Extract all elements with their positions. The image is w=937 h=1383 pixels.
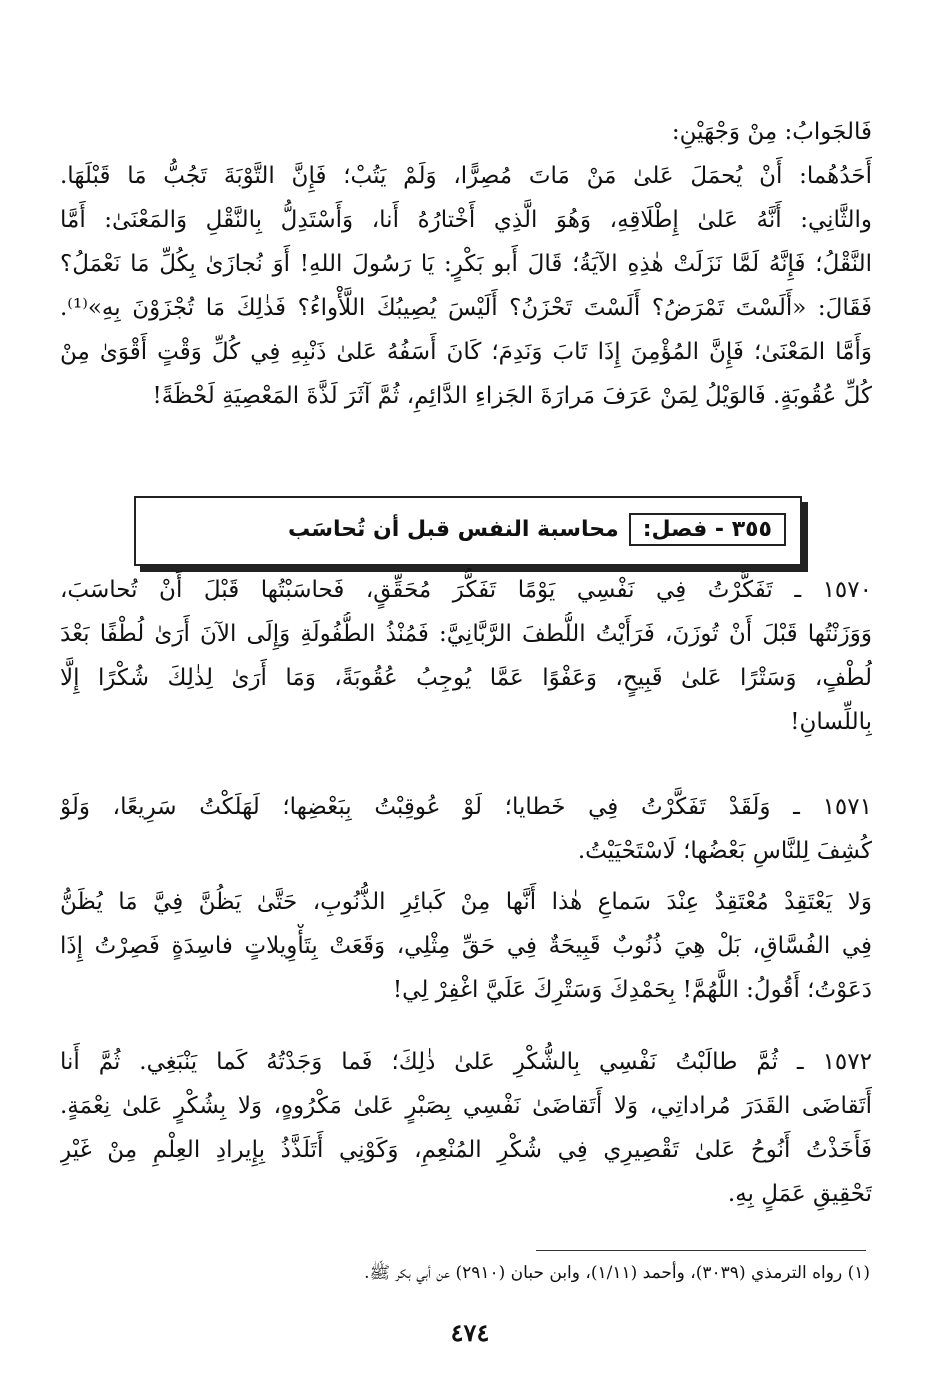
section-heading bbox=[288, 506, 786, 552]
text-line: ١٥٧١ ـ وَلَقَدْ تَفَكَّرْتُ فِي خَطايا؛ لَوْ عُوقِبْتُ بِبَعْضِها؛ لَهَلَكْتُ سَرِيعًا، وَلَوْ bbox=[60, 794, 872, 820]
text-line: ١٥٧٠ ـ تَفَكَّرْتُ فِي نَفْسِي يَوْمًا تَفَكُّرَ مُحَقِّقٍ، فَحاسَبْتُها قَبْلَ أَنْ تُحاسَبَ، bbox=[60, 577, 872, 603]
text-line: ١٥٧٢ ـ ثُمَّ طالَبْتُ نَفْسِي بِالشُّكْرِ عَلىٰ ذٰلِكَ؛ فَما وَجَدْتُهُ كَما يَنْبَغِي. ثُمَّ أَنا bbox=[60, 1049, 872, 1075]
text-line: كُلِّ عُقُوبَةٍ. فَالوَيْلُ لِمَنْ عَرَفَ مَرارَةَ الجَزاءِ الدَّائِمِ، ثُمَّ آثَرَ لَذَّةَ المَعْصِيَةِ لَحْظَةً! bbox=[152, 383, 872, 409]
text-line: دَعَوْتُ؛ أَقُولُ: اللَّهُمَّ! بِحَمْدِكَ وَسَتْرِكَ عَلَيَّ اغْفِرْ لِي! bbox=[392, 977, 872, 1003]
paragraph-answer bbox=[60, 110, 872, 418]
section-title: محاسبة النفس قبل أن تُحاسَب bbox=[288, 516, 619, 542]
text-line: فَأَخَذْتُ أَنُوحُ عَلىٰ تَقْصِيرِي فِي شُكْرِ المُنْعِمِ، وَكَوْنِي أَتَلَذَّذُ بِإِيرادِ العِلْمِ مِنْ غَيْرِ bbox=[60, 1137, 872, 1163]
text-line: وَأَمَّا المَعْنَىٰ؛ فَإِنَّ المُؤْمِنَ إِذَا تَابَ وَنَدِمَ؛ كَانَ أَسَفُهُ عَلىٰ ذَنْبِهِ فِي كُلِّ وَقْتٍ أَقْوَىٰ مِنْ bbox=[60, 339, 872, 365]
text-line: النَّقْلُ؛ فَإِنَّهُ لَمَّا نَزَلَتْ هٰذِهِ الآيَةُ؛ قَالَ أَبو بَكْرٍ: يَا رَسُولَ اللهِ! أَوَ نُجازَىٰ بِكُلِّ مَا نَعْمَلُ؟ bbox=[60, 251, 872, 277]
text-line: لُطْفٍ، وَسَتْرًا عَلىٰ قَبِيحٍ، وَعَفْوًا عَمَّا يُوجِبُ عُقُوبَةً، وَمَا أَرَىٰ لِذٰلِكَ شُكْرًا إِلَّا bbox=[60, 665, 872, 691]
text-line: كُشِفَ لِلنَّاسِ بَعْضُها؛ لَاسْتَحْيَيْتُ. bbox=[577, 838, 872, 864]
paragraph-1570 bbox=[60, 568, 872, 744]
text-line: وَوَزَنْتُها قَبْلَ أَنْ تُوزَنَ، فَرَأَيْتُ اللُّطفَ الرَّبَّانِيَّ: فَمُنْذُ الطُّفُولَةِ وَإِلَى الآنَ أَرَىٰ لُطْفًا بَعْدَ bbox=[60, 621, 872, 647]
text-line: فَقَالَ: «أَلَسْتَ تَمْرَضُ؟ أَلَسْتَ تَحْزَنُ؟ أَلَيْسَ يُصِيبُكَ اللَّأْواءُ؟ فَذٰلِكَ مَا تُجْزَوْنَ بِهِ»⁽¹⁾. bbox=[60, 295, 872, 321]
paragraph-unnumbered bbox=[60, 880, 872, 1012]
paragraph-1571 bbox=[60, 785, 872, 873]
text-line: أَحَدُهُما: أَنْ يُحمَلَ عَلىٰ مَنْ مَاتَ مُصِرًّا، وَلَمْ يَتُبْ؛ فَإِنَّ التَّوْبَةَ تَجُبُّ مَا قَبْلَهَا. bbox=[60, 163, 872, 189]
text-line: فَالجَوابُ: مِنْ وَجْهَيْنِ: bbox=[671, 119, 872, 145]
footnote: (١) رواه الترمذي (٣٠٣٩)، وأحمد (١/١١)، وابن حبان (٢٩١٠) عن أبي بكر ﷺ. bbox=[364, 1263, 870, 1283]
text-line: فِي الفُسَّاقِ، بَلْ هِيَ ذُنُوبٌ قَبِيحَةٌ فِي حَقِّ مِثْلِي، وَقَعَتْ بِتَأْوِيلاتٍ فاسِدَةٍ فَصِرْتُ إِذَا bbox=[60, 933, 872, 959]
text-line: والثَّانِي: أَنَّهُ عَلىٰ إِطْلَاقِهِ، وَهُوَ الَّذِي أَخْتارُهُ أَنا، وَأَسْتَدِلُّ بِالنَّقْلِ وَالمَعْنَىٰ: أَمَّا bbox=[60, 207, 872, 233]
text-line: بِاللِّسانِ! bbox=[790, 709, 872, 735]
paragraph-1572 bbox=[60, 1040, 872, 1216]
footnote-divider bbox=[536, 1250, 866, 1251]
text-line: تَحْقِيقِ عَمَلٍ بِهِ. bbox=[727, 1181, 872, 1207]
section-number-label: ٣٥٥ - فصل: bbox=[629, 513, 786, 546]
text-line: وَلا يَعْتَقِدْ مُعْتَقِدٌ عِنْدَ سَماعِ هٰذا أَنَّها مِنْ كَبائِرِ الذُّنُوبِ، حَتَّىٰ يَظُنَّ فِيَّ مَا يُظَنُّ bbox=[60, 889, 872, 915]
text-line: أَتَقاضَى القَدَرَ مُراداتِي، وَلا أَتَقاضَىٰ نَفْسِي بِصَبْرٍ عَلىٰ مَكْرُوهٍ، وَلا بِشُكْرٍ عَلىٰ نِعْمَةٍ. bbox=[60, 1093, 872, 1119]
page-number: ٤٧٤ bbox=[450, 1318, 490, 1347]
section-heading-box bbox=[134, 496, 802, 566]
